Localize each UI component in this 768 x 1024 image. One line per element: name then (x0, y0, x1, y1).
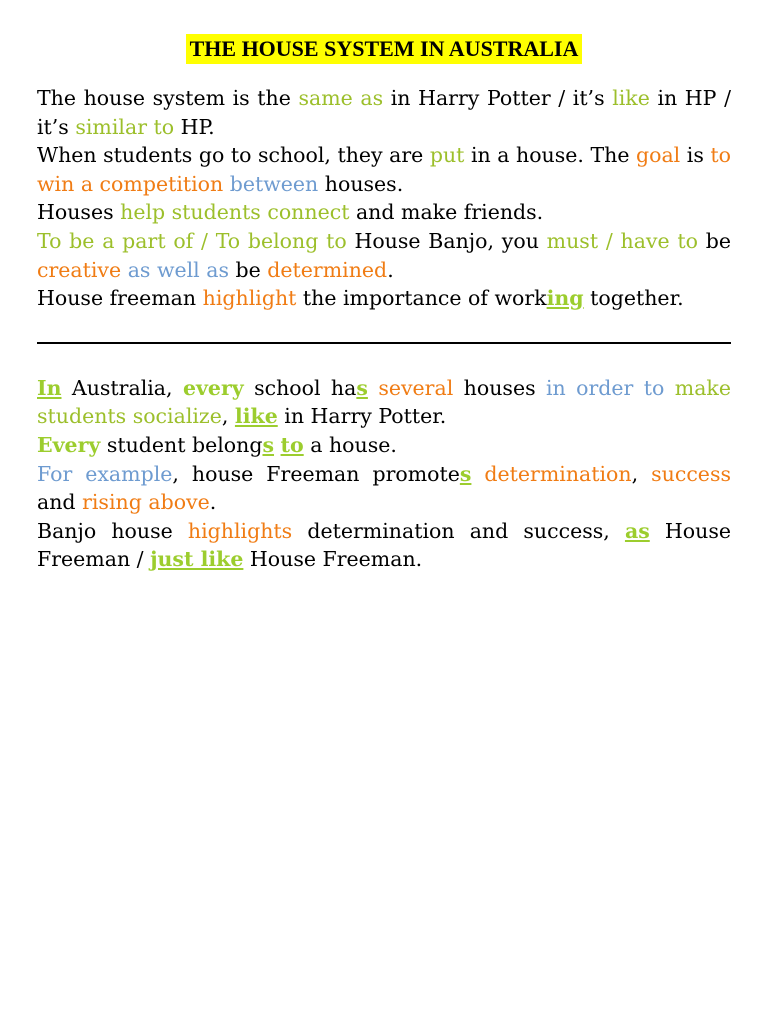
text-segment: and (37, 490, 83, 515)
highlight-green: like (612, 86, 650, 110)
highlight-green: To be a part of / To belong to (37, 228, 347, 253)
text-segment: houses. (318, 171, 404, 196)
underline-green-bold: s (459, 461, 472, 486)
highlight-orange: to win a competition (37, 143, 731, 196)
text-segment: and make friends. (349, 200, 544, 225)
text-segment: the importance of work (296, 286, 547, 311)
text-segment: together. (583, 286, 684, 311)
text-segment (471, 462, 484, 486)
text-segment: House Freeman / (37, 518, 731, 572)
title-wrapper (37, 34, 731, 64)
highlight-blue: as well as (127, 257, 229, 282)
bold-green: Every (37, 432, 101, 457)
highlight-green: similar to (75, 114, 175, 139)
highlight-orange: success (651, 461, 731, 486)
text-segment: Banjo house (37, 518, 188, 543)
paragraph-belong (37, 227, 731, 284)
highlight-green: make students socialize (37, 375, 731, 429)
highlight-green: must / have to (546, 228, 698, 253)
text-segment: The house system is the (37, 86, 299, 110)
text-segment: Houses (37, 200, 121, 225)
bold-green: every (182, 375, 244, 400)
text-segment: be (229, 257, 268, 282)
text-segment: When students go to school, they are (37, 143, 430, 168)
text-segment: , (221, 404, 235, 429)
paragraph-connect (37, 198, 731, 227)
underline-green-bold: just like (150, 547, 244, 572)
text-segment: House Banjo, you (346, 228, 547, 253)
highlight-orange: creative (37, 257, 122, 282)
highlight-green: help students connect (120, 200, 350, 225)
paragraph-banjo-house (37, 517, 731, 574)
text-segment: House freeman (37, 286, 203, 311)
text-segment: determination and success, (292, 518, 625, 543)
underline-green-bold: as (624, 518, 650, 543)
underline-green-bold: In (37, 375, 62, 400)
highlight-blue: between (229, 171, 319, 196)
text-segment (368, 376, 378, 400)
underline-green-bold: s (356, 375, 368, 400)
text-segment: in a house. The (464, 143, 636, 168)
highlight-orange: goal (636, 143, 681, 168)
paragraph-australia (37, 374, 731, 431)
text-segment: a house. (303, 432, 397, 457)
highlight-orange: highlights (187, 518, 293, 543)
text-segment: student belong (100, 432, 263, 457)
section-vocabulary (37, 84, 731, 313)
highlight-orange: determined (267, 257, 388, 282)
text-segment: school ha (243, 375, 357, 400)
paragraph-same-as (37, 84, 731, 141)
section-divider (37, 342, 731, 344)
highlight-green: same as (298, 86, 384, 110)
text-segment: . (209, 490, 217, 515)
text-segment: in Harry Potter. (277, 404, 447, 429)
highlight-orange: highlight (202, 286, 297, 311)
paragraph-highlight (37, 284, 731, 313)
highlight-blue: in order to (546, 375, 665, 400)
text-segment: houses (453, 375, 546, 400)
highlight-blue: For example (37, 461, 173, 486)
text-segment: is (680, 143, 711, 168)
text-segment: HP. (174, 114, 215, 139)
highlight-green: put (429, 143, 465, 168)
text-segment: , house Freeman promote (172, 461, 460, 486)
text-segment: be (697, 228, 731, 253)
paragraph-goal (37, 141, 731, 198)
section-corrected-text (37, 374, 731, 574)
paragraph-for-example (37, 460, 731, 517)
highlight-orange: determination (484, 461, 632, 486)
text-segment (664, 376, 674, 400)
underline-green-bold: to (280, 432, 304, 457)
text-segment: Australia, (61, 375, 183, 400)
underline-green-bold: ing (546, 286, 584, 311)
text-segment: in Harry Potter / it’s (383, 86, 613, 110)
paragraph-every-student (37, 431, 731, 460)
text-segment: . (387, 257, 394, 282)
text-segment: , (631, 461, 652, 486)
underline-green-bold: like (234, 404, 278, 429)
highlight-orange: several (378, 375, 454, 400)
highlight-orange: rising above (82, 490, 210, 515)
underline-green-bold: s (262, 432, 275, 457)
text-segment: in HP / it’s (37, 86, 731, 139)
text-segment: House Freeman. (243, 547, 423, 572)
page-title: THE HOUSE SYSTEM IN AUSTRALIA (186, 34, 583, 64)
